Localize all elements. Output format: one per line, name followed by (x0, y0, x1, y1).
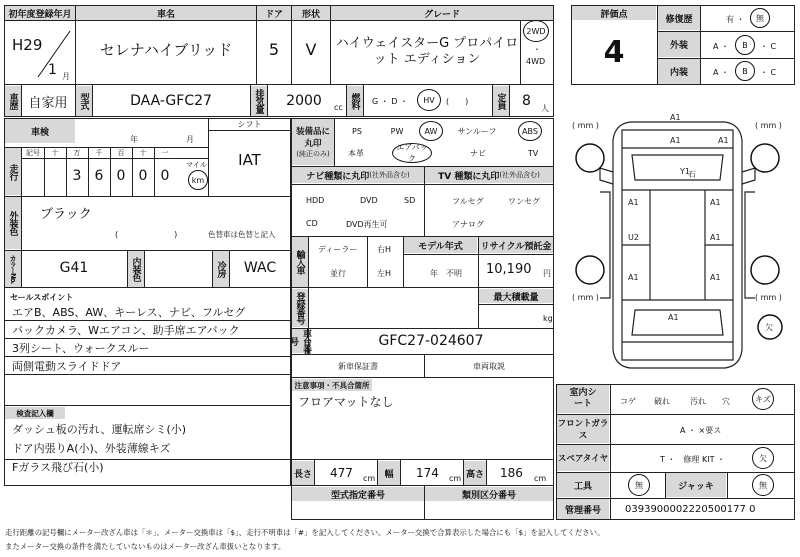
color-paren: ( ) (115, 230, 178, 239)
width-value: 174 (416, 466, 439, 480)
nav-item: SD (404, 196, 416, 205)
svg-text:石: 石 (688, 170, 696, 179)
mileage-head: 百 (117, 149, 125, 157)
svg-text:A1: A1 (668, 313, 679, 322)
exterior-b-circled: B (735, 35, 755, 55)
nav-item: DVD再生可 (346, 220, 388, 229)
mileage-digit: 0 (116, 168, 126, 184)
sales-line: バックカメラ、Wエアコン、助手席エアバック (12, 324, 240, 337)
seat-item: コゲ (620, 397, 636, 406)
interior-label: 内装 (658, 59, 700, 84)
spare-missing-circled: 欠 (752, 447, 774, 469)
tv-item: フルセグ (452, 197, 484, 206)
svg-text:Y1: Y1 (680, 167, 690, 176)
front-glass-label: フロントガラス (557, 415, 609, 443)
seat-item: 破れ (654, 397, 670, 406)
inspector-line: ダッシュ板の汚れ、運転席シミ(小) (12, 423, 187, 436)
door-label: ドア (257, 6, 291, 20)
mileage-head: 十 (51, 149, 59, 157)
sales-line: エアB、ABS、AW、キーレス、ナビ、フルセグ (12, 306, 246, 319)
mile-label: マイル (186, 161, 207, 169)
grade-label: グレード (331, 6, 553, 20)
km-circled: km (188, 170, 208, 190)
model-label: 型式 (76, 86, 92, 116)
import-label: 輸入車 (292, 237, 308, 287)
seat-scratch-circled: キズ (752, 388, 774, 410)
kg-unit: kg (543, 314, 553, 323)
interior-a: A ・ (713, 68, 730, 77)
height-value: 186 (500, 466, 523, 480)
spare-label: スペアタイヤ (557, 445, 609, 471)
nav-title-text: ナビ種類に丸印 (306, 171, 370, 182)
svg-text:A1: A1 (670, 113, 681, 122)
repair-label: 修復歴 (658, 6, 700, 30)
mileage-head: 十 (139, 149, 147, 157)
door-count: 5 (268, 39, 280, 59)
shift-label: シフト (237, 119, 262, 129)
class-label: 類別区分番号 (425, 487, 553, 501)
fuel-label: 燃料 (347, 86, 363, 116)
chassis-value: GFC27-024607 (378, 333, 484, 349)
inspector-line: Fガラス飛び石(小) (12, 461, 104, 474)
svg-text:A1: A1 (628, 198, 639, 207)
first-reg-month: 1 (48, 62, 57, 78)
exterior-label: 外装 (658, 32, 700, 57)
length-label: 長さ (292, 461, 314, 485)
model-value: DAA-GFC27 (130, 93, 212, 109)
svg-text:( mm ): ( mm ) (572, 293, 599, 302)
svg-text:欠: 欠 (765, 323, 773, 332)
tv-title-text: TV 種類に丸印 (438, 171, 500, 182)
cc-unit: cc (334, 103, 343, 112)
dealer-label: ディーラー (318, 245, 358, 254)
width-unit: cm (449, 474, 462, 483)
notes-label: 注意事項・不具合箇所 (292, 379, 372, 391)
svg-text:A1: A1 (670, 136, 681, 145)
displacement-label: 排気量 (251, 86, 267, 116)
first-reg-year: H29 (12, 36, 43, 54)
use-label: 車歴 (5, 86, 21, 116)
seat-label-text: 室内シート (569, 388, 597, 409)
recycle-label: リサイクル預託金 (479, 237, 553, 253)
inspector-line: ドア内張りA(小)、外装薄線キズ (12, 442, 171, 455)
sales-line: 両側電動スライドドア (12, 360, 122, 373)
recycle-value: 10,190 (486, 262, 532, 277)
svg-text:A1: A1 (710, 198, 721, 207)
use-value: 自家用 (28, 95, 68, 111)
color-value: ブラック (40, 207, 92, 222)
color-label: 外装色 (5, 197, 21, 249)
int-color-label: 内装色 (128, 251, 144, 287)
score-value: 4 (603, 34, 625, 70)
equip-item: サンルーフ (457, 126, 497, 136)
shaken-month: 月 (186, 135, 194, 144)
tools-none-circled: 無 (628, 474, 650, 496)
nav-item: DVD (360, 196, 378, 205)
fuel-paren: ( ) (446, 97, 469, 106)
mileage-digit: 3 (72, 168, 82, 184)
height-unit: cm (534, 474, 547, 483)
svg-text:( mm ): ( mm ) (755, 293, 782, 302)
sales-line: 3列シート、ウォークスルー (12, 342, 150, 355)
tv-item: ワンセグ (508, 197, 540, 206)
grade-value: ハイウェイスターG プロパイロット エディション (335, 36, 519, 67)
mgmt-value: 0393900002220500177 0 (625, 504, 756, 515)
shaken-label: 車検 (5, 119, 75, 143)
nav-item: CD (306, 219, 318, 228)
shaken-year: 年 (130, 135, 138, 144)
svg-text:A1: A1 (718, 136, 729, 145)
footer-line-1: 走行距離の記号欄にメーター改ざん車は「＊」、メーター交換車は「$」、走行不明車は「#」を記入してください。メーター交換で合算表示した場合にも「$」を記入してください。 (5, 528, 605, 537)
mgmt-label: 管理番号 (557, 499, 609, 519)
jack-none-circled: 無 (752, 474, 774, 496)
model-year-value: 年 不明 (430, 269, 462, 278)
svg-text:U2: U2 (628, 233, 639, 242)
shift-value: IAT (238, 151, 261, 169)
drive-4wd: 4WD (526, 57, 546, 66)
jack-label: ジャッキ (666, 473, 726, 497)
seat-label (557, 385, 609, 413)
height-label: 高さ (464, 461, 486, 485)
shape-label: 形状 (292, 6, 330, 20)
cooler-label: 冷房 (213, 251, 229, 287)
nav-item: HDD (306, 196, 325, 205)
equip-item: AW (419, 121, 443, 141)
right-h-label: 右H (377, 245, 392, 254)
equip-item: TV (527, 148, 539, 158)
front-glass-value: A ・ ×要ス (680, 426, 722, 435)
manual-label: 車両取説 (473, 361, 505, 371)
tv-title (425, 167, 553, 183)
displacement-value: 2000 (286, 93, 322, 109)
svg-text:A1: A1 (628, 273, 639, 282)
mileage-digit (44, 163, 66, 189)
interior-c: ・ C (760, 68, 777, 77)
equipment-label (292, 119, 334, 165)
svg-text:A1: A1 (710, 233, 721, 242)
spare-options: T ・ 修理 KIT ・ (660, 455, 726, 464)
mileage-digit: 6 (94, 168, 104, 184)
fuel-hv-circled: HV (417, 89, 441, 111)
footer-line-2: またメーター交換の条件を満たしていないものはメーター改ざん車扱いとなります。 (5, 542, 286, 551)
parallel-label: 並行 (330, 269, 346, 278)
equip-item: PW (390, 126, 404, 136)
capacity-unit: 人 (541, 104, 549, 113)
model-year-label: モデル年式 (404, 237, 477, 253)
nav-note: (社外品含む) (369, 171, 410, 179)
chassis-label: 車台番号 (288, 329, 311, 353)
exterior-a: A ・ (713, 42, 730, 51)
mileage-head: 千 (95, 149, 103, 157)
length-value: 477 (330, 466, 353, 480)
capacity-label: 定員 (493, 86, 509, 116)
mileage-digit: 0 (138, 168, 148, 184)
svg-text:( mm ): ( mm ) (755, 121, 782, 130)
length-unit: cm (363, 474, 376, 483)
equip-item: ABS (518, 121, 542, 141)
equipment-title: 装備品に丸印 (295, 127, 330, 149)
repair-none-circled: 無 (750, 8, 770, 28)
fuel-options: G ・ D ・ (372, 97, 408, 106)
equip-item: エアバック (392, 143, 432, 163)
notes-value: フロアマットなし (298, 395, 394, 409)
equip-item: PS (352, 126, 362, 136)
car-diagram (560, 110, 795, 380)
cooler-value: WAC (243, 260, 277, 276)
warranty-label: 新車保証書 (338, 361, 378, 371)
drive-2wd-circled: 2WD (523, 20, 549, 42)
left-h-label: 左H (377, 269, 392, 278)
recycle-unit: 円 (543, 269, 551, 278)
car-name: セレナハイブリッド (99, 40, 233, 59)
width-label: 幅 (378, 461, 400, 485)
tv-note: (社外品含む) (499, 171, 540, 179)
equip-item: 本革 (348, 148, 364, 158)
mileage-head: 万 (73, 149, 81, 157)
mileage-head: 一 (161, 149, 169, 157)
nav-title (292, 167, 424, 183)
first-reg-label: 初年度登録年月 (5, 6, 75, 20)
color-no-label: カラーNo. (5, 251, 21, 287)
tools-label: 工具 (557, 473, 609, 497)
type-label: 型式指定番号 (292, 487, 424, 501)
svg-text:( mm ): ( mm ) (572, 121, 599, 130)
color-no-value: G41 (59, 260, 89, 276)
inspector-label: 検査記入欄 (5, 407, 65, 419)
car-name-label: 車名 (76, 6, 256, 20)
max-load-label: 最大積載量 (479, 289, 553, 303)
repair-options: 有 ・ (726, 15, 745, 24)
tv-item: アナログ (452, 220, 484, 229)
score-label: 評価点 (572, 6, 656, 20)
mileage-label: 走行 (5, 148, 21, 195)
equip-item: ナビ (470, 148, 486, 158)
body-shape: V (305, 39, 317, 59)
mileage-head: 記号 (26, 149, 40, 157)
color-note: 色替車は色替と記入 (208, 230, 276, 239)
svg-text:A1: A1 (710, 273, 721, 282)
equipment-sub: (純正のみ) (296, 150, 330, 158)
seat-item: 汚れ (690, 397, 706, 406)
seat-item: 穴 (722, 397, 730, 406)
mileage-digit: 0 (160, 168, 170, 184)
reg-label: 登録番号 (292, 289, 308, 327)
sales-label: セールスポイント (10, 293, 74, 302)
month-unit: 月 (62, 72, 70, 81)
exterior-c: ・ C (760, 42, 777, 51)
capacity-value: 8 (522, 93, 531, 109)
interior-b-circled: B (735, 61, 755, 81)
